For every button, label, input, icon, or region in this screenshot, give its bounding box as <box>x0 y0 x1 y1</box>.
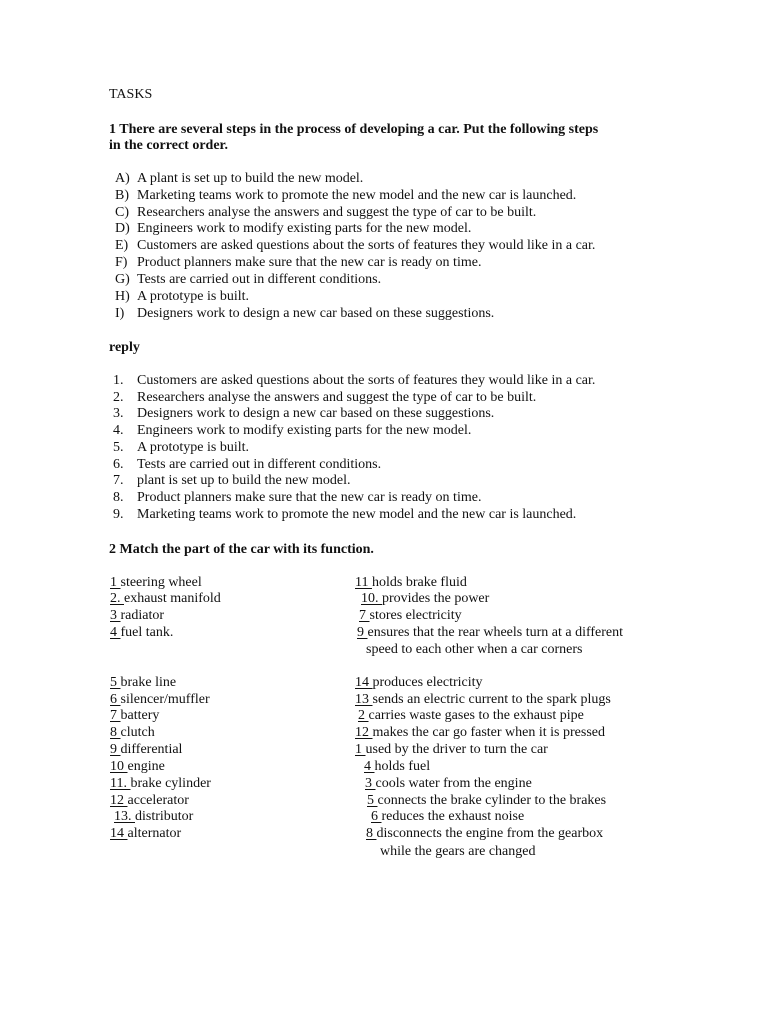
function-text: ensures that the rear wheels turn at a different <box>367 625 624 640</box>
function-text: used by the driver to turn the car <box>365 742 548 757</box>
function-number: 13 <box>355 692 373 707</box>
part-row <box>110 607 164 624</box>
list-item-marker: I) <box>115 306 125 321</box>
function-row <box>361 590 489 607</box>
list-item-marker: 5. <box>113 440 124 455</box>
function-text: speed to each other when a car corners <box>366 642 583 657</box>
list-item-text: Marketing teams work to promote the new model and the new car is launched. <box>137 188 577 203</box>
part-name: differential <box>120 742 183 757</box>
part-number: 2. <box>110 591 124 606</box>
part-name: battery <box>120 708 160 723</box>
part-number: 5 <box>110 675 121 690</box>
part-number: 8 <box>110 725 121 740</box>
list-item-text: Product planners make sure that the new car is ready on time. <box>137 255 482 270</box>
function-text: provides the power <box>382 591 490 606</box>
part-number: 14 <box>110 826 128 841</box>
part-row <box>114 808 193 825</box>
function-row <box>357 624 623 641</box>
task1-instruction-line2: in the correct order. <box>109 138 228 153</box>
list-item-marker: G) <box>115 272 130 287</box>
function-row <box>355 741 548 758</box>
list-item-text: Tests are carried out in different conditions. <box>137 457 382 472</box>
function-row <box>355 574 467 591</box>
function-number: 6 <box>371 809 382 824</box>
list-item-marker: 8. <box>113 490 124 505</box>
part-row <box>110 707 159 724</box>
part-number: 9 <box>110 742 121 757</box>
part-number: 4 <box>110 625 121 640</box>
list-item-text: Researchers analyse the answers and suggest the type of car to be built. <box>137 205 537 220</box>
part-name: distributor <box>135 809 194 824</box>
function-number: 7 <box>359 608 370 623</box>
function-text: carries waste gases to the exhaust pipe <box>368 708 584 723</box>
function-row <box>355 691 611 708</box>
function-row <box>355 724 605 741</box>
list-item-text: A prototype is built. <box>137 289 249 304</box>
function-row <box>367 792 606 809</box>
function-text: while the gears are changed <box>380 844 536 859</box>
part-row <box>110 691 210 708</box>
function-text: connects the brake cylinder to the brakes <box>377 793 607 808</box>
part-number: 13. <box>114 809 135 824</box>
part-number: 1 <box>110 575 121 590</box>
page-heading: TASKS <box>109 87 153 102</box>
list-item-marker: H) <box>115 289 130 304</box>
function-number: 10. <box>361 591 382 606</box>
function-row <box>380 843 535 860</box>
part-name: alternator <box>127 826 182 841</box>
function-text: disconnects the engine from the gearbox <box>376 826 604 841</box>
function-text: cools water from the engine <box>375 776 532 791</box>
function-row <box>355 674 483 691</box>
list-item-marker: A) <box>115 171 130 186</box>
function-text: holds brake fluid <box>371 575 467 590</box>
function-row <box>364 758 430 775</box>
part-name: clutch <box>120 725 155 740</box>
part-row <box>110 624 173 641</box>
part-name: steering wheel <box>120 575 202 590</box>
function-row <box>366 641 583 658</box>
task1-instruction-line1: 1 There are several steps in the process of developing a car. Put the following steps <box>109 122 599 137</box>
part-row <box>110 825 181 842</box>
part-number: 12 <box>110 793 128 808</box>
function-text: reduces the exhaust noise <box>381 809 525 824</box>
function-text: sends an electric current to the spark plugs <box>372 692 611 707</box>
list-item-text: A prototype is built. <box>137 440 249 455</box>
part-name: engine <box>127 759 165 774</box>
part-row <box>110 574 202 591</box>
list-item-marker: C) <box>115 205 129 220</box>
function-number: 11 <box>355 575 372 590</box>
list-item-marker: B) <box>115 188 129 203</box>
function-row <box>371 808 524 825</box>
list-item-text: Product planners make sure that the new car is ready on time. <box>137 490 482 505</box>
list-item-marker: 6. <box>113 457 124 472</box>
list-item-marker: 7. <box>113 473 124 488</box>
list-item-text: Customers are asked questions about the sorts of features they would like in a car. <box>137 373 596 388</box>
part-row <box>110 724 155 741</box>
list-item-marker: F) <box>115 255 128 270</box>
part-row <box>110 758 165 775</box>
list-item-marker: 4. <box>113 423 124 438</box>
part-row <box>110 674 176 691</box>
function-number: 14 <box>355 675 373 690</box>
list-item-marker: E) <box>115 238 129 253</box>
list-item-text: Engineers work to modify existing parts for the new model. <box>137 423 472 438</box>
part-name: accelerator <box>127 793 189 808</box>
function-number: 8 <box>366 826 377 841</box>
function-row <box>359 607 462 624</box>
function-row <box>366 825 603 842</box>
list-item-text: Researchers analyse the answers and suggest the type of car to be built. <box>137 390 537 405</box>
part-row <box>110 590 221 607</box>
part-number: 6 <box>110 692 121 707</box>
list-item-marker: 2. <box>113 390 124 405</box>
list-item-marker: 1. <box>113 373 124 388</box>
function-number: 4 <box>364 759 375 774</box>
function-number: 3 <box>365 776 376 791</box>
part-number: 11. <box>110 776 131 791</box>
part-number: 7 <box>110 708 121 723</box>
function-row <box>365 775 532 792</box>
list-item-text: Designers work to design a new car based on these suggestions. <box>137 406 495 421</box>
list-item-text: A plant is set up to build the new model. <box>137 171 364 186</box>
function-number: 12 <box>355 725 373 740</box>
list-item-text: Customers are asked questions about the sorts of features they would like in a car. <box>137 238 596 253</box>
part-name: exhaust manifold <box>124 591 221 606</box>
list-item-text: Marketing teams work to promote the new model and the new car is launched. <box>137 507 577 522</box>
part-number: 10 <box>110 759 128 774</box>
list-item-text: Engineers work to modify existing parts for the new model. <box>137 221 472 236</box>
part-row <box>110 741 182 758</box>
list-item-marker: 3. <box>113 406 124 421</box>
part-number: 3 <box>110 608 121 623</box>
part-name: fuel tank. <box>120 625 174 640</box>
task2-title: 2 Match the part of the car with its function. <box>109 542 374 557</box>
reply-label: reply <box>109 340 140 355</box>
function-text: stores electricity <box>369 608 462 623</box>
function-text: produces electricity <box>372 675 483 690</box>
list-item-text: Tests are carried out in different conditions. <box>137 272 382 287</box>
list-item-marker: 9. <box>113 507 124 522</box>
part-name: silencer/muffler <box>120 692 210 707</box>
part-row <box>110 792 189 809</box>
list-item-marker: D) <box>115 221 130 236</box>
function-number: 5 <box>367 793 378 808</box>
part-row <box>110 775 211 792</box>
part-name: brake line <box>120 675 177 690</box>
list-item-text: Designers work to design a new car based on these suggestions. <box>137 306 495 321</box>
function-row <box>358 707 584 724</box>
list-item-text: plant is set up to build the new model. <box>137 473 351 488</box>
function-number: 9 <box>357 625 368 640</box>
part-name: radiator <box>120 608 165 623</box>
function-text: makes the car go faster when it is pressed <box>372 725 605 740</box>
function-number: 2 <box>358 708 369 723</box>
function-number: 1 <box>355 742 366 757</box>
part-name: brake cylinder <box>130 776 211 791</box>
function-text: holds fuel <box>374 759 431 774</box>
